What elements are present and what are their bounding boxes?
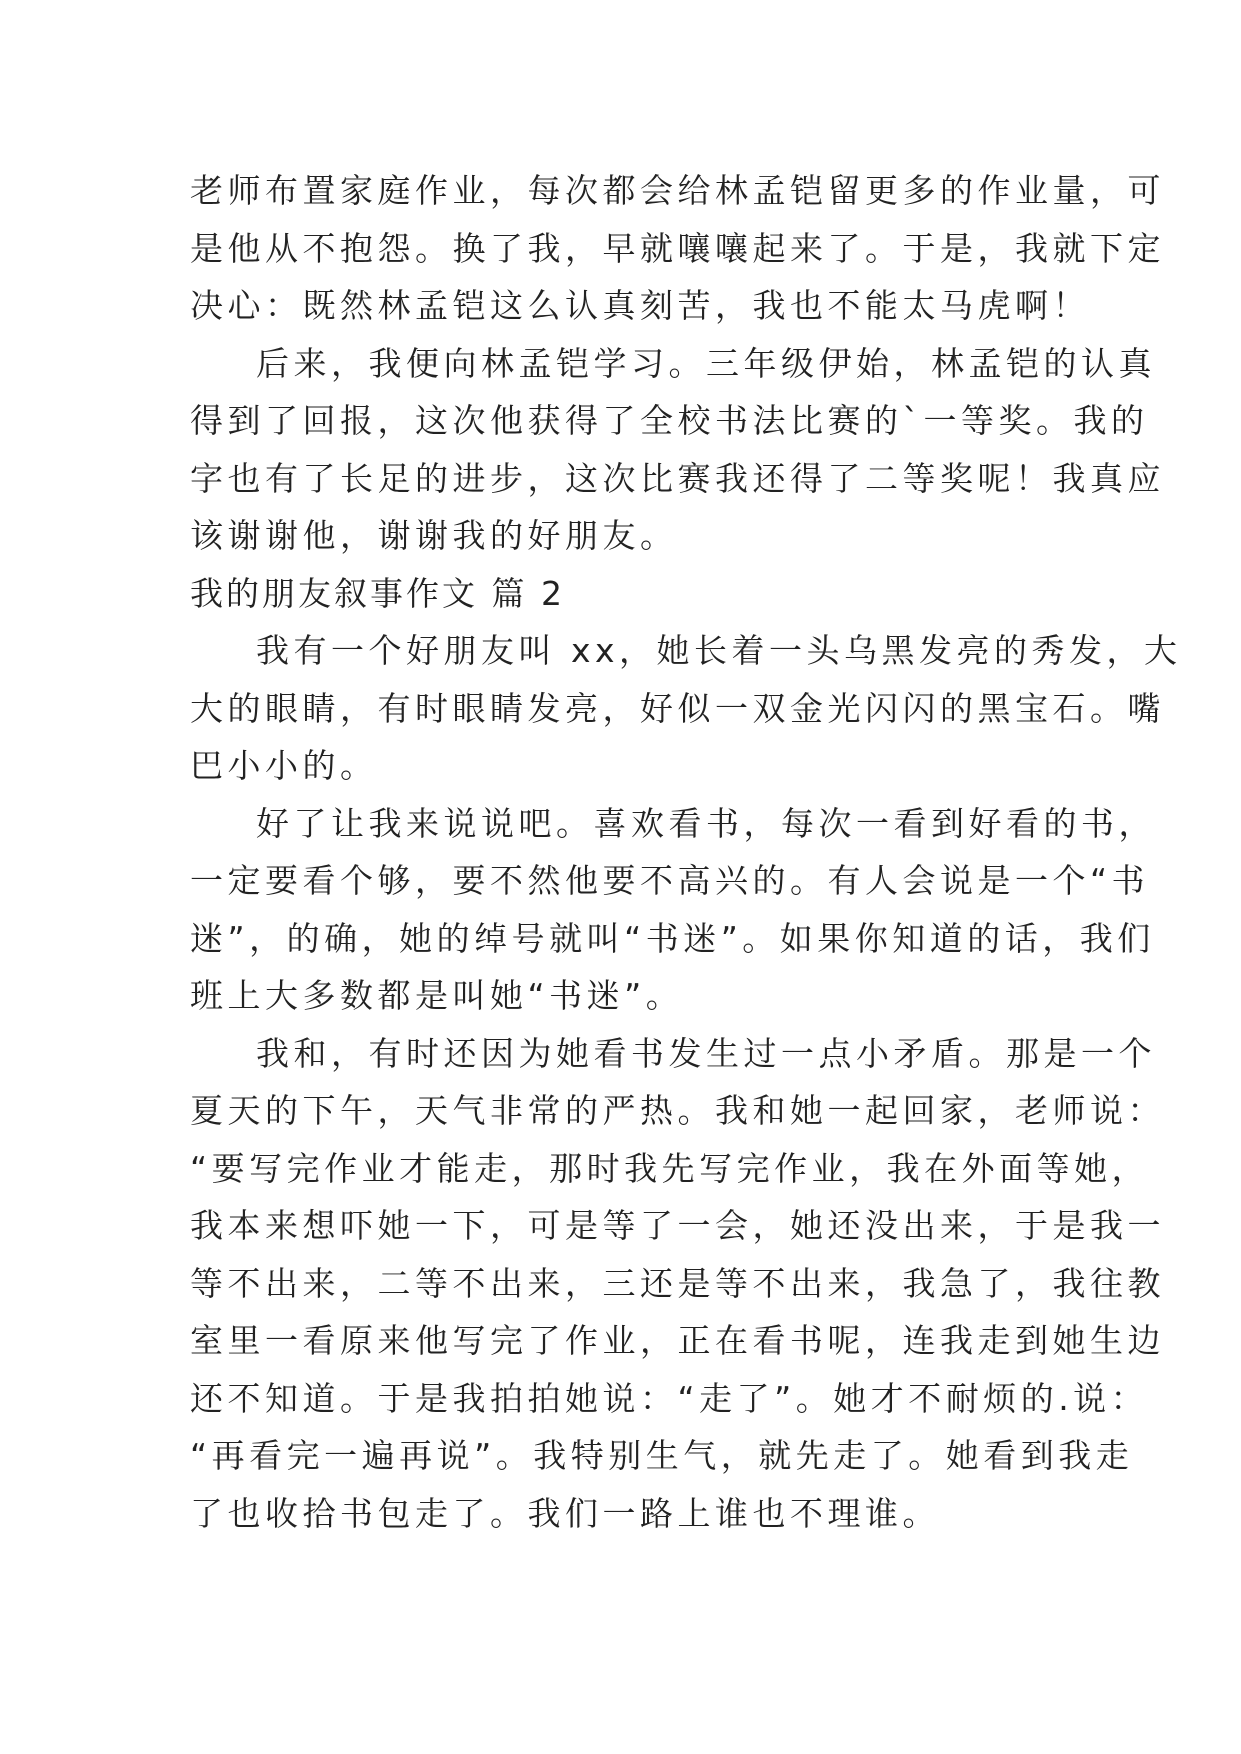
paragraph-4 <box>190 795 1156 1025</box>
text-line: 巴小小的。 <box>190 746 378 785</box>
text-line: 老师布置家庭作业，每次都会给林孟铠留更多的作业量，可 <box>190 171 1165 210</box>
text-line: 室里一看原来他写完了作业，正在看书呢，连我走到她生边 <box>190 1321 1165 1360</box>
text-line: 后来，我便向林孟铠学习。三年级伊始，林孟铠的认真 <box>256 343 1156 383</box>
paragraph-5 <box>190 1025 1165 1543</box>
text-line: 字也有了长足的进步，这次比赛我还得了二等奖呢！我真应 <box>190 458 1165 498</box>
text-line: 好了让我来说说吧。喜欢看书，每次一看到好看的书， <box>256 803 1156 843</box>
text-line: 决心：既然林孟铠这么认真刻苦，我也不能太马虎啊！ <box>190 286 1090 325</box>
text-line: 还不知道。于是我拍拍她说：“走了”。她才不耐烦的.说： <box>190 1378 1149 1418</box>
text-line: 是他从不抱怨。换了我，早就嚷嚷起来了。于是，我就下定 <box>190 228 1165 268</box>
section-heading <box>190 565 1060 623</box>
text-line: 大的眼睛，有时眼睛发亮，好似一双金光闪闪的黑宝石。嘴 <box>190 688 1165 728</box>
text-line: 我本来想吓她一下，可是等了一会，她还没出来，于是我一 <box>190 1206 1165 1245</box>
paragraph-2 <box>190 335 1165 565</box>
text-line: 一定要看个够，要不然他要不高兴的。有人会说是一个“书 <box>190 861 1150 900</box>
text-line: “再看完一遍再说”。我特别生气，就先走了。她看到我走 <box>190 1436 1134 1475</box>
text-line: 我和，有时还因为她看书发生过一点小矛盾。那是一个 <box>256 1033 1156 1073</box>
text-line: 我有一个好朋友叫 xx，她长着一头乌黑发亮的秀发，大 <box>256 631 1182 670</box>
paragraph-1 <box>190 162 1165 335</box>
text-line: 班上大多数都是叫她“书迷”。 <box>190 976 684 1015</box>
text-line: 等不出来，二等不出来，三还是等不出来，我急了，我往教 <box>190 1263 1165 1303</box>
text-line: 迷”，的确，她的绰号就叫“书迷”。如果你知道的话，我们 <box>190 918 1155 958</box>
heading-text: 我的朋友叙事作文 篇 2 <box>190 573 565 613</box>
text-line: 了也收拾书包走了。我们一路上谁也不理谁。 <box>190 1493 940 1533</box>
text-line: 该谢谢他，谢谢我的好朋友。 <box>190 516 678 555</box>
document-body <box>190 162 1182 1542</box>
text-line: “要写完作业才能走，那时我先写完作业，我在外面等她， <box>190 1148 1150 1188</box>
paragraph-3 <box>190 622 1182 795</box>
text-line: 得到了回报，这次他获得了全校书法比赛的`一等奖。我的 <box>190 401 1149 440</box>
text-line: 夏天的下午，天气非常的严热。我和她一起回家，老师说： <box>190 1091 1165 1130</box>
